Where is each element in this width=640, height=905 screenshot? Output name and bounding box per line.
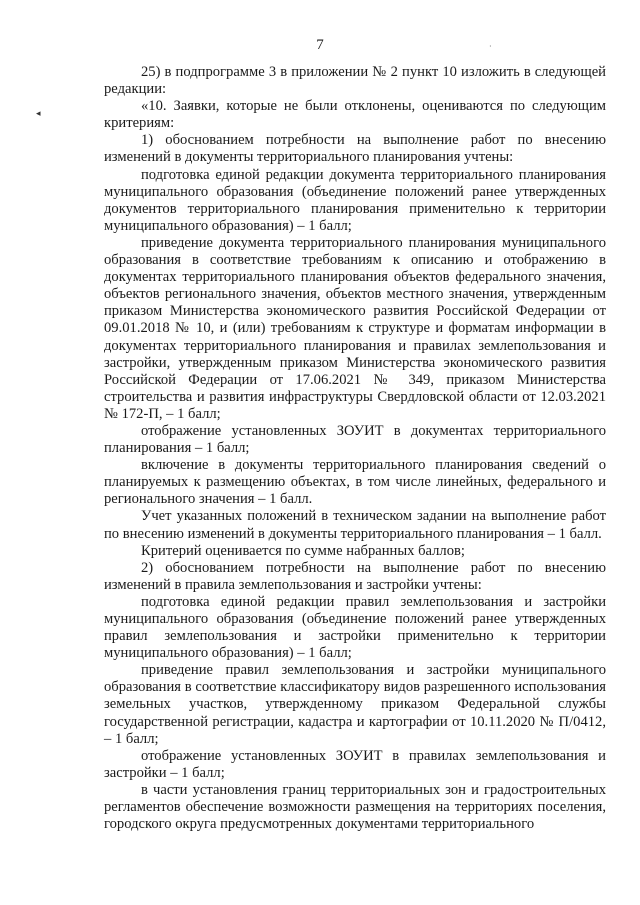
page-number: 7	[316, 37, 324, 53]
paragraph-pzz-classifier: приведение правил землепользования и застройки муниципального образования в соответствие классификатору видов разрешенного использования земельных участков, утвержденному приказом Федеральной службы государственной регистрации, кадастра и картографии от 10.11.2020 № П/0412, – 1 балл;	[104, 662, 606, 747]
paragraph-item-25: 25) в подпрограмме 3 в приложении № 2 пункт 10 изложить в следующей редакции:	[104, 64, 606, 98]
scan-dot-mark: ·	[489, 42, 492, 51]
paragraph-pzz-zone-boundaries: в части установления границ территориальных зон и градостроительных регламентов обеспечение возможности размещения на территориях поселения, городского округа предусмотренных документами территориального	[104, 781, 606, 833]
paragraph-pzz-unified-edition: подготовка единой редакции правил землепользования и застройки муниципального образования (объединение положений ранее утвержденных правил землепользования и застройки применительно к территории муниципального образования) – 1 балл;	[104, 593, 606, 662]
paragraph-tp-compliance: приведение документа территориального планирования муниципального образования в соответствие требованиям к описанию и отображению в документах территориального планирования объектов федерального значения, объектов регионального значения, объектов местного значения, утвержденным приказом Министерства экономического развития Российской Федерации от 09.01.2018 № 10, и (или) требованиям к структуре и форматам информации в документах территориального планирования и правилах землепользования и застройки, утвержденным приказом Министерства экономического развития Российской Федерации от 17.06.2021 № 349, приказом Министерства строительства и развития инфраструктуры Свердловской области от 12.03.2021 № 172-П, – 1 балл;	[104, 234, 606, 422]
paragraph-criterion-sum: Критерий оценивается по сумме набранных баллов;	[141, 542, 465, 559]
paragraph-item-10-intro: «10. Заявки, которые не были отклонены, оцениваются по следующим критериям:	[104, 98, 606, 132]
paragraph-tp-planned-objects: включение в документы территориального планирования сведений о планируемых к размещению объектах, в том числе линейных, федерального и регионального значения – 1 балл.	[104, 457, 606, 508]
paragraph-tp-unified-edition: подготовка единой редакции документа территориального планирования муниципального образования (объединение положений ранее утвержденных документов территориального планирования применительно к территории муниципального образования) – 1 балл;	[104, 166, 606, 234]
paragraph-criterion-1: 1) обоснованием потребности на выполнение работ по внесению изменений в документы территориального планирования учтены:	[104, 132, 606, 166]
paragraph-tp-zouit: отображение установленных ЗОУИТ в документах территориального планирования – 1 балл;	[104, 422, 606, 457]
paragraph-pzz-zouit: отображение установленных ЗОУИТ в правилах землепользования и застройки – 1 балл;	[104, 747, 606, 781]
paragraph-tp-technical-task: Учет указанных положений в техническом задании на выполнение работ по внесению изменений в документы территориального планирования – 1 балл.	[104, 508, 606, 542]
margin-mark: ◂	[36, 108, 41, 118]
paragraph-criterion-2: 2) обоснованием потребности на выполнение работ по внесению изменений в правила землепользования и застройки учтены:	[104, 559, 606, 593]
document-body	[104, 64, 606, 833]
